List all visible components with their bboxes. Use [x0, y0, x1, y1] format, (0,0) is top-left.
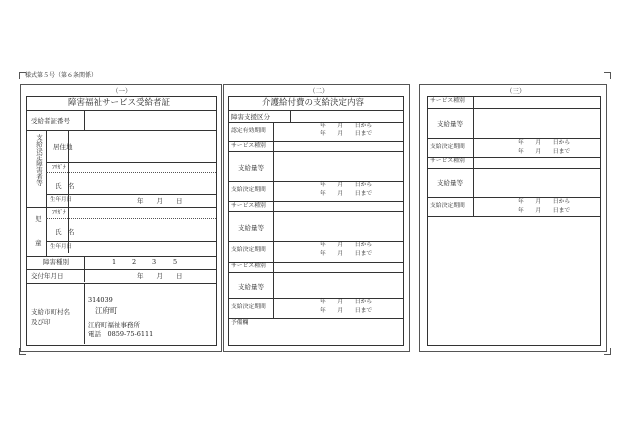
- crop-mark-top-right: [604, 72, 611, 79]
- birthdate-value: 年 月 日: [137, 197, 183, 205]
- disability-type-3: 3: [152, 258, 157, 266]
- decision-from-c: 年 月 日から: [320, 299, 373, 305]
- disability-type-1: 1: [112, 258, 117, 266]
- office-name: 江府町福祉事務所: [88, 321, 140, 329]
- panel-three-tab: （三）: [506, 87, 526, 95]
- decision-period-label-c: 支給決定期間: [231, 304, 266, 310]
- postal-code: 314039: [88, 296, 113, 304]
- panel-two-title: 介護給付費の支給決定内容: [262, 98, 365, 108]
- p3-decision-from-b: 年 月 日から: [518, 199, 571, 205]
- p3-decision-period-label-b: 支給決定期間: [430, 203, 465, 209]
- issue-date-label: 交付年月日: [31, 272, 64, 280]
- panel-one-title: 障害福祉サービス受給者証: [68, 98, 171, 108]
- child-label-top: 児: [35, 215, 42, 223]
- form-label: 様式第５号（第６条関係）: [25, 72, 98, 79]
- cert-valid-label: 認定有効期間: [231, 128, 266, 134]
- child-name-label: 氏 名: [55, 228, 75, 236]
- service-type-label-a: サービス種別: [231, 143, 266, 149]
- p3-service-type-label-b: サービス種別: [430, 158, 465, 164]
- child-furigana-label: ﾌﾘｶﾞﾅ: [52, 210, 66, 216]
- child-birthdate-label: 生年月日: [50, 244, 73, 250]
- p3-decision-to-b: 年 月 日まで: [518, 208, 571, 214]
- birthdate-label: 生年月日: [50, 197, 73, 203]
- name-label: 氏 名: [55, 182, 75, 190]
- child-label-bottom: 童: [35, 239, 42, 247]
- p3-service-type-label-a: サービス種別: [430, 98, 465, 104]
- recipient-number-label: 受給者証番号: [31, 117, 70, 125]
- panel-one-tab: （一）: [112, 87, 132, 95]
- service-type-label-b: サービス種別: [231, 203, 266, 209]
- decision-period-label-b: 支給決定期間: [231, 247, 266, 253]
- issue-date-value: 年 月 日: [137, 272, 183, 280]
- address-label: 居住地: [53, 143, 73, 151]
- support-class-label: 障害支援区分: [231, 113, 270, 121]
- town-name: 江府町: [95, 306, 118, 315]
- p3-decision-from-a: 年 月 日から: [518, 140, 571, 146]
- decision-to-a: 年 月 日まで: [320, 191, 373, 197]
- remarks-label: 予備欄: [231, 320, 249, 326]
- p3-supply-amount-label-b: 支給量等: [437, 179, 463, 187]
- supply-amount-label-a: 支給量等: [238, 164, 264, 172]
- decision-to-b: 年 月 日まで: [320, 251, 373, 257]
- p3-supply-amount-label-a: 支給量等: [437, 120, 463, 128]
- cert-valid-from: 年 月 日から: [320, 123, 373, 129]
- furigana-label: ﾌﾘｶﾞﾅ: [52, 165, 66, 171]
- cert-valid-to: 年 月 日まで: [320, 131, 373, 137]
- decision-from-a: 年 月 日から: [320, 182, 373, 188]
- municipality-seal-label: 及び印: [31, 318, 51, 326]
- service-type-label-c: サービス種別: [231, 263, 266, 269]
- applicant-group-label: 支給決定障害者等: [35, 134, 43, 186]
- p3-decision-period-label-a: 支給決定期間: [430, 144, 465, 150]
- p3-decision-to-a: 年 月 日まで: [518, 149, 571, 155]
- disability-type-5: 5: [173, 258, 178, 266]
- office-phone: 電話 0859-75-6111: [88, 330, 154, 338]
- panel-two-tab: （二）: [309, 87, 329, 95]
- municipality-label: 支給市町村名: [31, 308, 70, 316]
- decision-to-c: 年 月 日まで: [320, 308, 373, 314]
- decision-period-label-a: 支給決定期間: [231, 187, 266, 193]
- disability-type-label: 障害種別: [43, 258, 69, 266]
- decision-from-b: 年 月 日から: [320, 242, 373, 248]
- disability-type-2: 2: [132, 258, 137, 266]
- supply-amount-label-c: 支給量等: [238, 283, 264, 291]
- supply-amount-label-b: 支給量等: [238, 224, 264, 232]
